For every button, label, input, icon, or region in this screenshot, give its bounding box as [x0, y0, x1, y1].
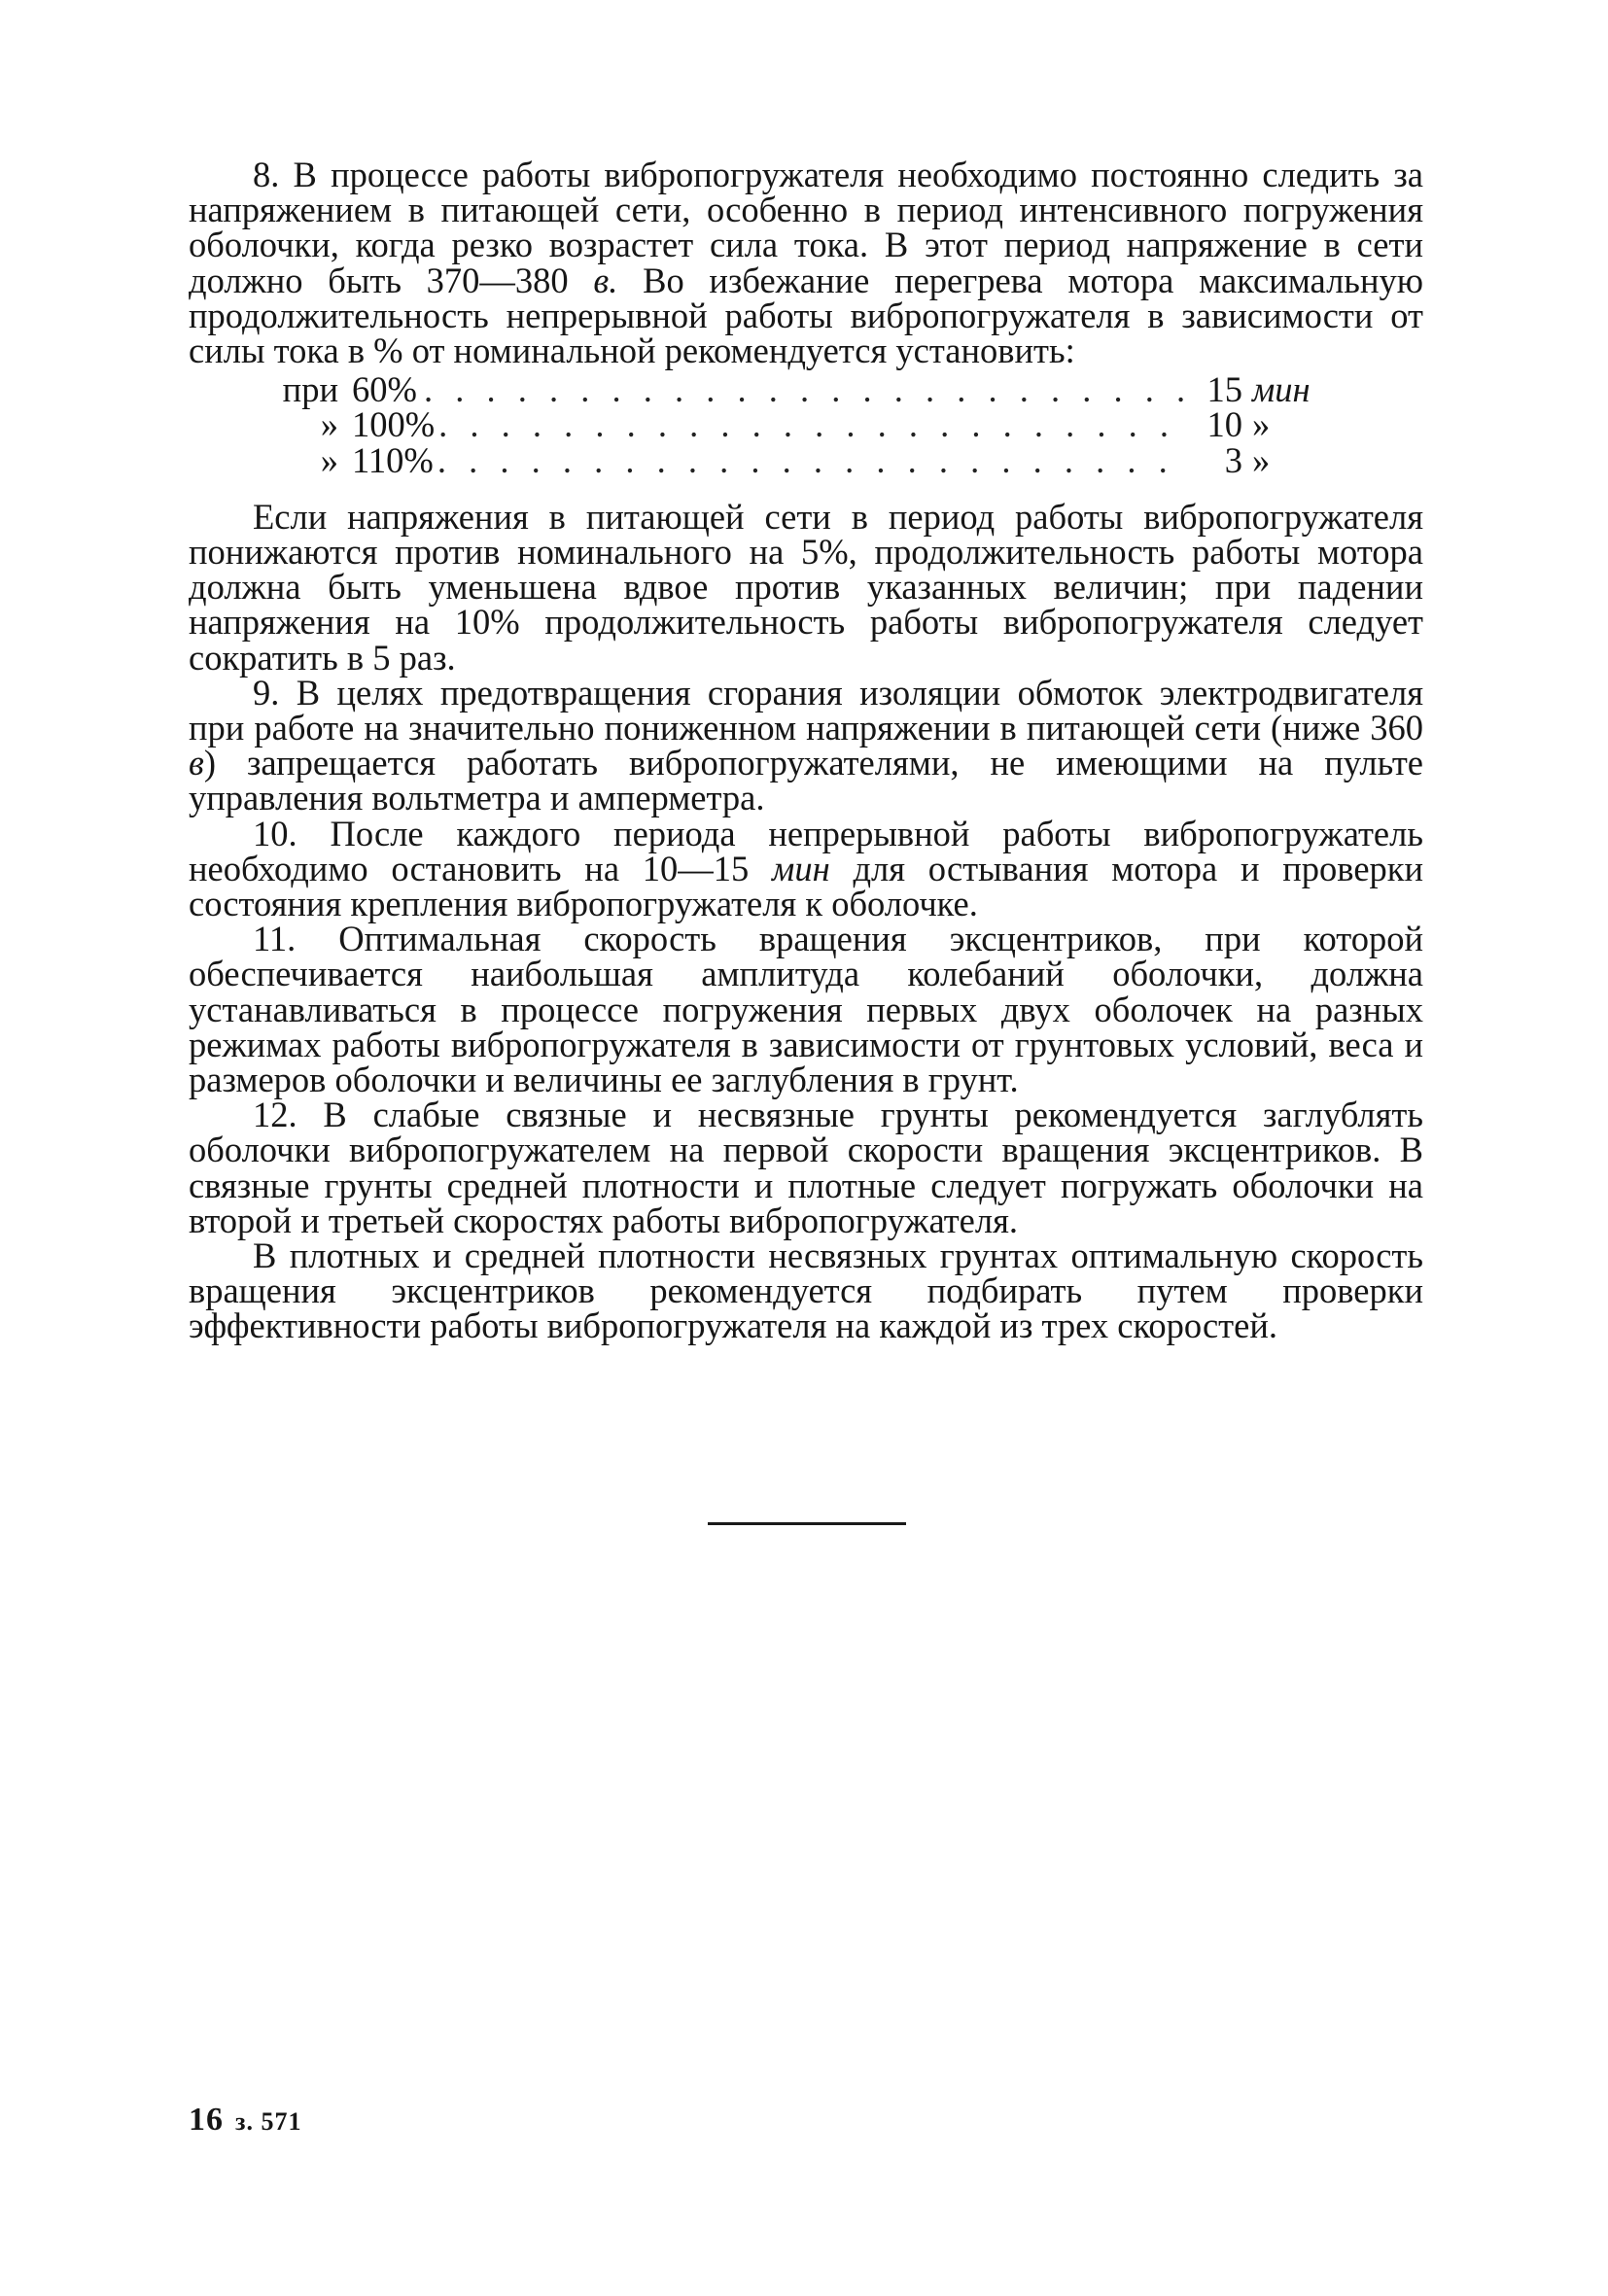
row-unit: »	[1252, 439, 1271, 480]
duration-table	[189, 369, 1322, 480]
paragraph-11: 11. Оптимальная скорость вращения эксцентриков, при которой обеспечивается наибольшая амплитуда колебаний оболочки, должна устанавливаться в процессе погружения первых двух оболочек на разных режимах работы вибропогружателя в зависимости от грунтовых условий, веса и размеров оболочки и величины ее заглубления в грунт.	[189, 919, 1423, 1100]
paragraph-8-intro: 8. В процессе работы вибропогружателя необходимо постоянно следить за напряжением в питающей сети, особенно в период интенсивного погружения оболочки, когда резко возрастет сила тока. В этот период напряжение в сети должно быть 370—380	[189, 155, 1423, 300]
page-footer	[189, 2102, 301, 2139]
print-order-code: з. 571	[235, 2107, 302, 2136]
paragraph-12-continued: В плотных и средней плотности несвязных грунтах оптимальную скорость вращения эксцентриков рекомендуется подбирать путем проверки эффективности работы вибропогружателя на каждой из трех скоростей.	[189, 1235, 1423, 1346]
dot-leader	[435, 407, 1192, 442]
paragraph-10-part-b: для остывания мотора и проверки состояния крепления вибропогружателя к оболочке.	[189, 848, 1424, 924]
paragraph-10	[189, 813, 1424, 924]
paragraph-9-part-b: ) запрещается работать вибропогружателями, не имеющими на пульте управления вольтметра и амперметра.	[189, 743, 1423, 818]
row-unit: мин	[1252, 369, 1311, 410]
paragraph-8-continued: Если напряжения в питающей сети в период работы вибропогружателя понижаются против номинального на 5%, продолжительность работы мотора должна быть уменьшена вдвое против указанных величин; при падении напряжения на 10% продолжительность работы вибропогружателя следует сократить в 5 раз.	[189, 496, 1423, 678]
dot-leader	[420, 372, 1192, 407]
paragraph-10-part-a: 10. После каждого периода непрерывной работы вибропогружатель необходимо остановить на 10—15	[189, 813, 1423, 888]
row-minutes: 15	[1206, 369, 1242, 410]
body-text	[189, 157, 1423, 1344]
page-number: 16	[189, 2102, 224, 2138]
paragraph-12: 12. В слабые связные и несвязные грунты рекомендуется заглублять оболочки вибропогружателем на первой скорости вращения эксцентриков. В связные грунты средней плотности и плотные следует погружать оболочки на второй и третьей скоростях работы вибропогружателя.	[189, 1095, 1423, 1240]
paragraph-8	[189, 155, 1423, 371]
row-percent: 60%	[352, 369, 417, 410]
row-percent: 110%	[352, 439, 434, 480]
row-prefix: при	[282, 369, 338, 410]
paragraph-9	[189, 672, 1423, 818]
separator-rule	[708, 1522, 906, 1525]
row-minutes: 3	[1224, 439, 1242, 480]
row-prefix: »	[320, 404, 338, 445]
paragraph-9-part-a: 9. В целях предотвращения сгорания изоляции обмоток электродвигателя при работе на значительно пониженном напряжении в питающей сети (ниже 360	[189, 672, 1423, 748]
row-unit: »	[1252, 404, 1271, 445]
row-percent: 100%	[352, 404, 436, 445]
duration-row	[282, 404, 1322, 445]
unit-volt: в.	[593, 260, 618, 300]
paragraph-8-rest: Во избежание перегрева мотора максимальную продолжительность непрерывной работы вибропогружателя в зависимости от силы тока в % от номинальной рекомендуется установить:	[189, 260, 1423, 371]
row-minutes: 10	[1206, 404, 1242, 445]
unit-volt: в	[189, 743, 204, 783]
duration-row	[282, 369, 1322, 410]
unit-minutes: мин	[772, 848, 830, 888]
dot-leader	[434, 443, 1192, 478]
row-prefix: »	[320, 439, 338, 480]
duration-row	[282, 439, 1322, 480]
